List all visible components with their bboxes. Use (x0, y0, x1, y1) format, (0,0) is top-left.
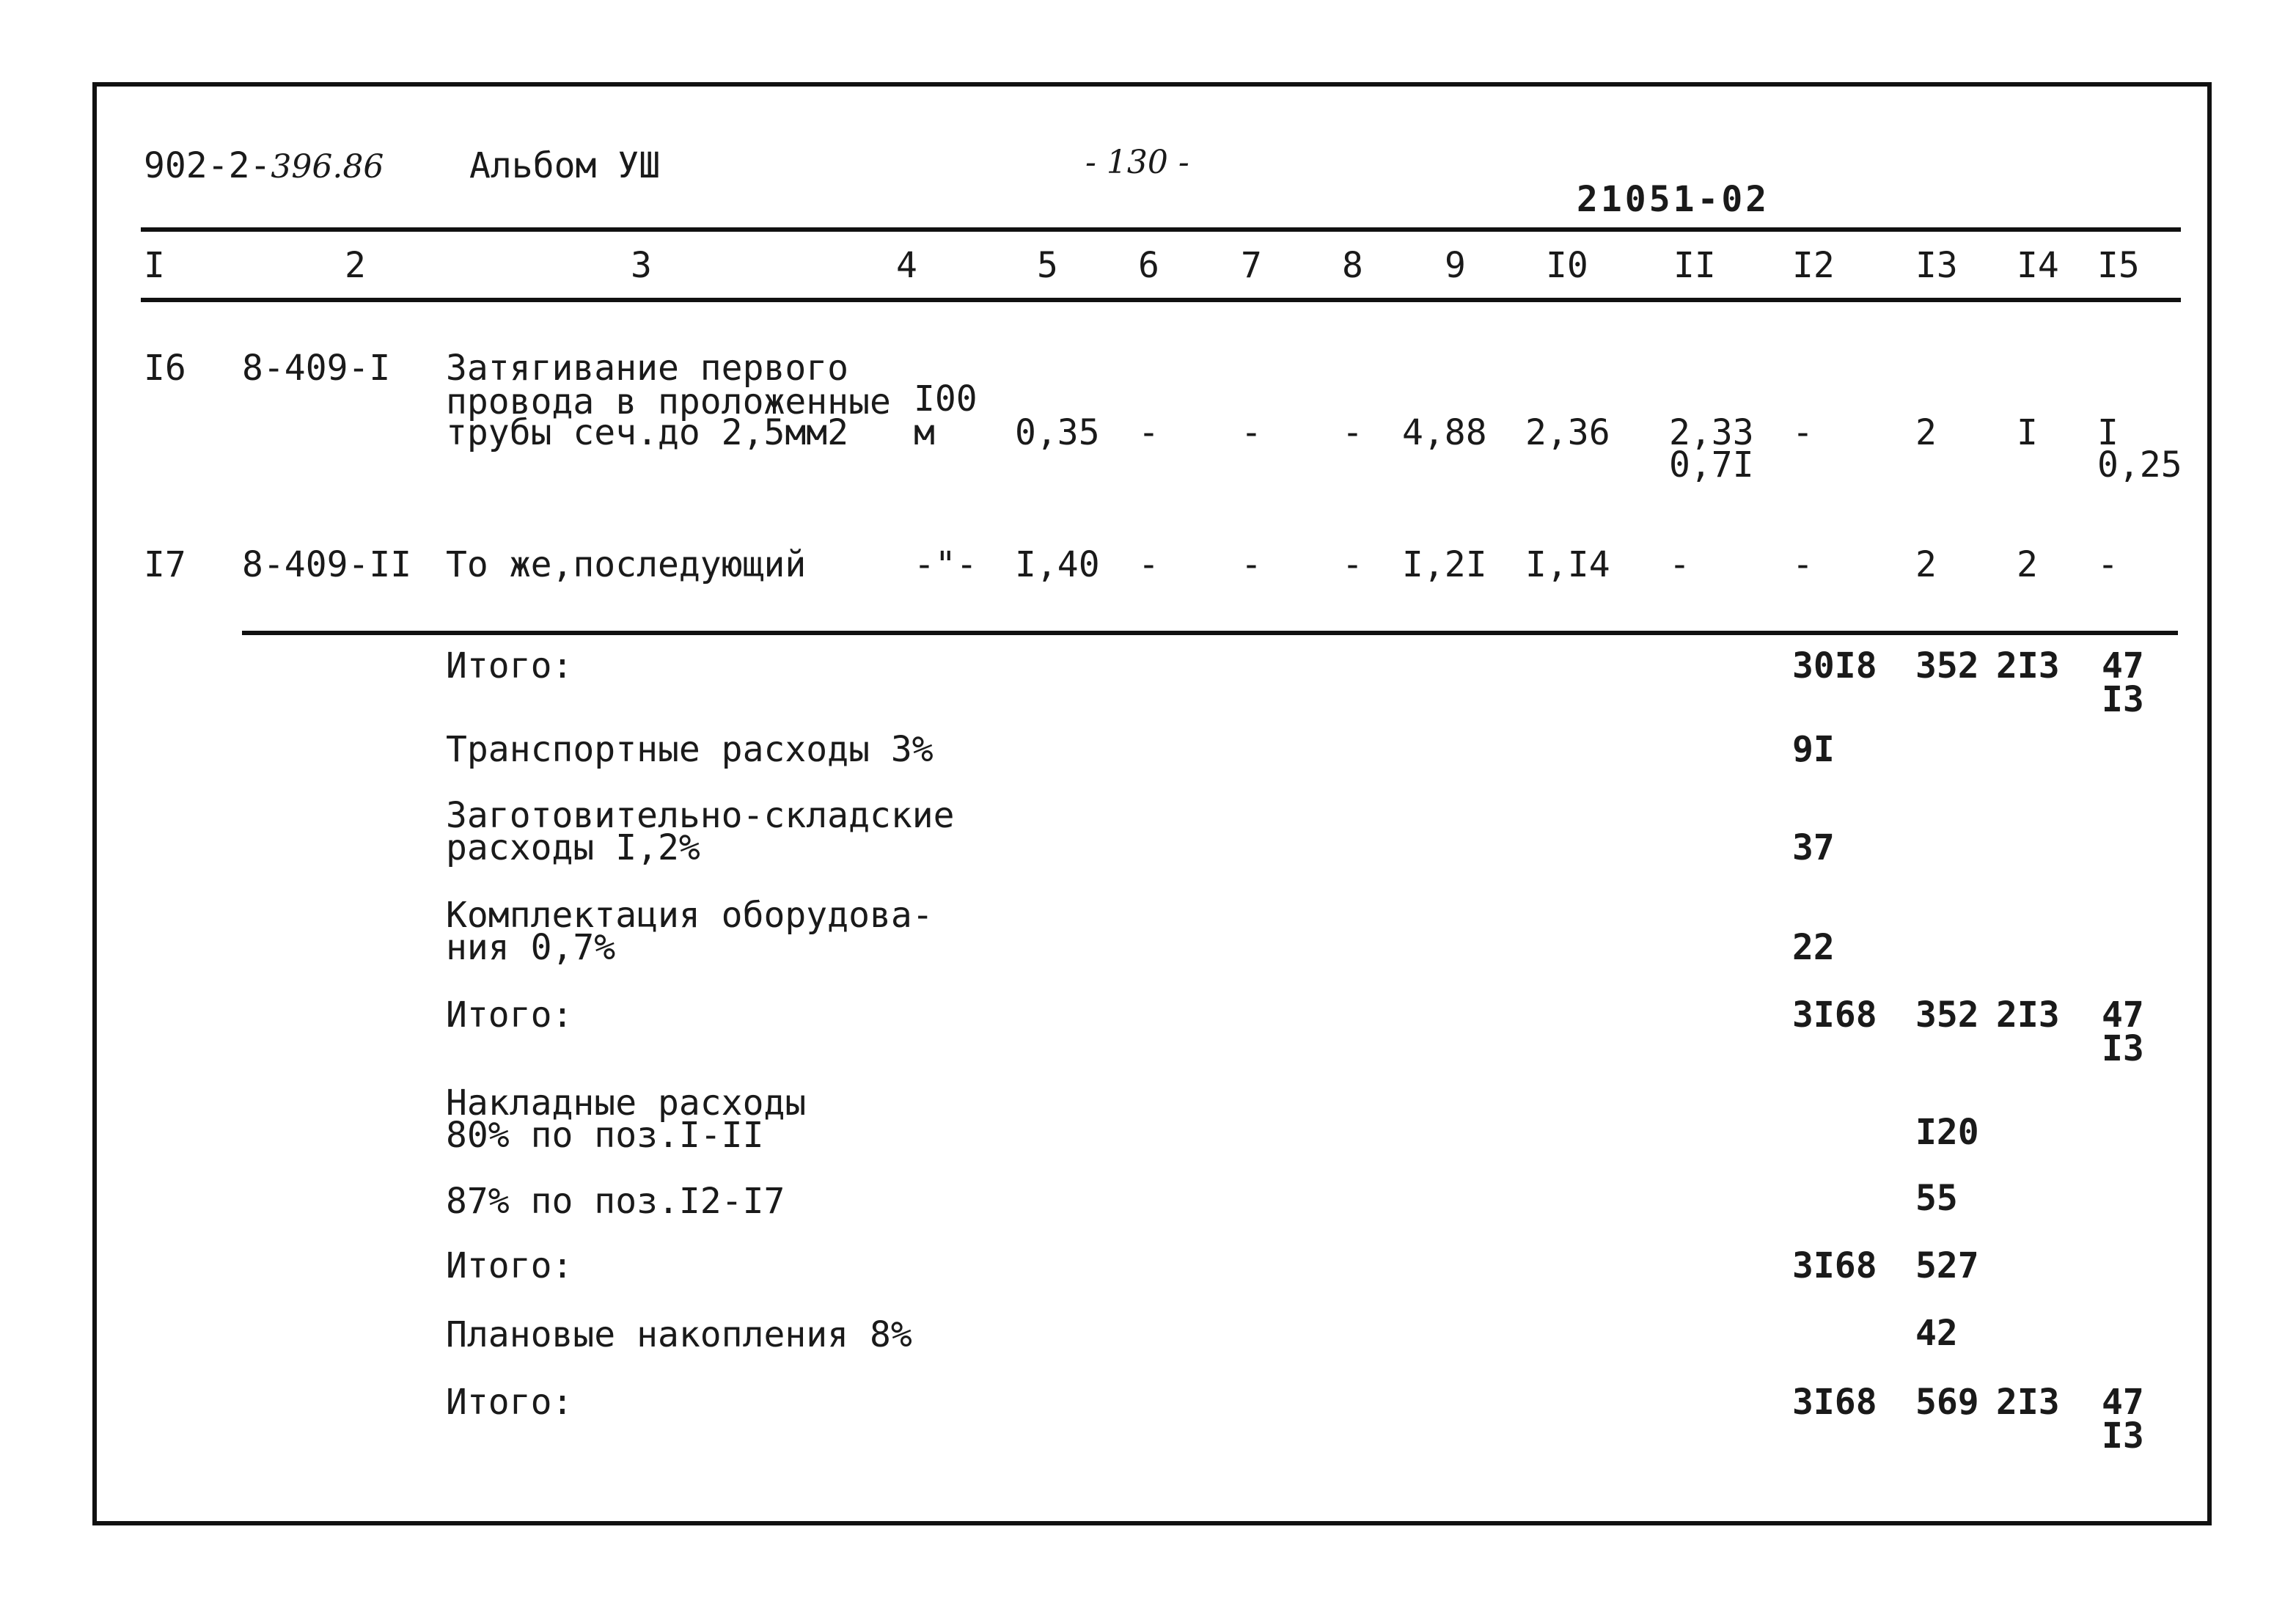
cell-11: - (1669, 544, 1690, 585)
unit-line: м (914, 412, 935, 453)
summary-c15: I3 (2102, 679, 2144, 720)
col-7: 7 (1241, 245, 1262, 286)
summary-c14: 2I3 (1996, 994, 2060, 1036)
cell-7: - (1241, 412, 1262, 453)
cell-5: 0,35 (1015, 412, 1100, 453)
summary-c13: 42 (1915, 1313, 1958, 1354)
cell-8: - (1342, 544, 1363, 585)
page-number: - 130 - (1085, 144, 1189, 181)
summary-label: Итого: (446, 1245, 573, 1286)
norm-code: 8-409-II (242, 544, 412, 585)
cell-11: 2,33 (1669, 412, 1754, 453)
col-11: II (1673, 245, 1716, 286)
description-line: Затягивание первого (446, 348, 849, 389)
summary-c15: 47 (2102, 994, 2144, 1036)
col-1: I (144, 245, 165, 286)
summary-c12: 3I68 (1792, 994, 1877, 1036)
header-rule-top (141, 227, 2181, 232)
col-14: I4 (2017, 245, 2059, 286)
summary-c13: 352 (1915, 645, 1979, 686)
summary-c14: 2I3 (1996, 1382, 2060, 1423)
unit-line: -"- (914, 544, 978, 585)
album-label: Альбом УШ (469, 145, 661, 186)
cell-15: 0,25 (2097, 444, 2182, 486)
summary-label: 80% по поз.I-II (446, 1115, 764, 1156)
summary-rule (242, 631, 2178, 635)
cell-12: - (1792, 412, 1813, 453)
col-4: 4 (896, 245, 917, 286)
cell-5: I,40 (1015, 544, 1100, 585)
document-code: 902-2-396.86 (144, 145, 384, 186)
row-number: I6 (144, 348, 186, 389)
cell-13: 2 (1915, 412, 1937, 453)
summary-label: Плановые накопления 8% (446, 1314, 912, 1355)
summary-c15: I3 (2102, 1415, 2144, 1457)
norm-code: 8-409-I (242, 348, 391, 389)
cell-6: - (1138, 544, 1159, 585)
cell-10: I,I4 (1525, 544, 1610, 585)
cell-8: - (1342, 412, 1363, 453)
col-13: I3 (1915, 245, 1958, 286)
summary-label: Итого: (446, 994, 573, 1036)
summary-c15: 47 (2102, 1382, 2144, 1423)
summary-c12: 3I68 (1792, 1382, 1877, 1423)
row-number: I7 (144, 544, 186, 585)
summary-label: Заготовительно-складские (446, 795, 955, 836)
summary-label: Накладные расходы (446, 1082, 807, 1124)
col-10: I0 (1546, 245, 1588, 286)
description-line: То же,последующий (446, 544, 807, 585)
cell-14: I (2017, 412, 2038, 453)
summary-label: расходы I,2% (446, 827, 700, 868)
summary-c15: 47 (2102, 645, 2144, 686)
summary-label: ния 0,7% (446, 927, 616, 968)
description-line: трубы сеч.до 2,5мм2 (446, 412, 849, 453)
summary-c12: 37 (1792, 827, 1835, 868)
col-9: 9 (1445, 245, 1466, 286)
col-12: I2 (1792, 245, 1835, 286)
header-rule-bottom (141, 298, 2181, 302)
col-6: 6 (1138, 245, 1159, 286)
col-2: 2 (345, 245, 366, 286)
cell-7: - (1241, 544, 1262, 585)
cell-9: I,2I (1402, 544, 1487, 585)
summary-c13: 352 (1915, 994, 1979, 1036)
summary-c13: I20 (1915, 1112, 1979, 1153)
col-8: 8 (1342, 245, 1363, 286)
cell-9: 4,88 (1402, 412, 1487, 453)
summary-c12: 3I68 (1792, 1245, 1877, 1286)
summary-c12: 9I (1792, 729, 1835, 770)
cell-15: - (2097, 544, 2119, 585)
summary-c12: 30I8 (1792, 645, 1877, 686)
col-15: I5 (2097, 245, 2140, 286)
summary-c14: 2I3 (1996, 645, 2060, 686)
cell-15: I (2097, 412, 2119, 453)
summary-label: Итого: (446, 1382, 573, 1423)
summary-c13: 569 (1915, 1382, 1979, 1423)
cell-10: 2,36 (1525, 412, 1610, 453)
summary-label: Транспортные расходы 3% (446, 729, 934, 770)
summary-label: Итого: (446, 645, 573, 686)
summary-label: Комплектация оборудова- (446, 895, 934, 936)
col-3: 3 (631, 245, 652, 286)
cell-11: 0,7I (1669, 444, 1754, 486)
description-line: провода в проложенные (446, 381, 891, 422)
summary-c12: 22 (1792, 927, 1835, 968)
summary-c13: 527 (1915, 1245, 1979, 1286)
summary-label: 87% по поз.I2-I7 (446, 1181, 785, 1222)
sheet-code: 21051-02 (1577, 179, 1770, 220)
cell-13: 2 (1915, 544, 1937, 585)
unit-line: I00 (914, 378, 978, 420)
summary-c13: 55 (1915, 1178, 1958, 1219)
cell-12: - (1792, 544, 1813, 585)
summary-c15: I3 (2102, 1028, 2144, 1069)
cell-14: 2 (2017, 544, 2038, 585)
cell-6: - (1138, 412, 1159, 453)
col-5: 5 (1037, 245, 1058, 286)
